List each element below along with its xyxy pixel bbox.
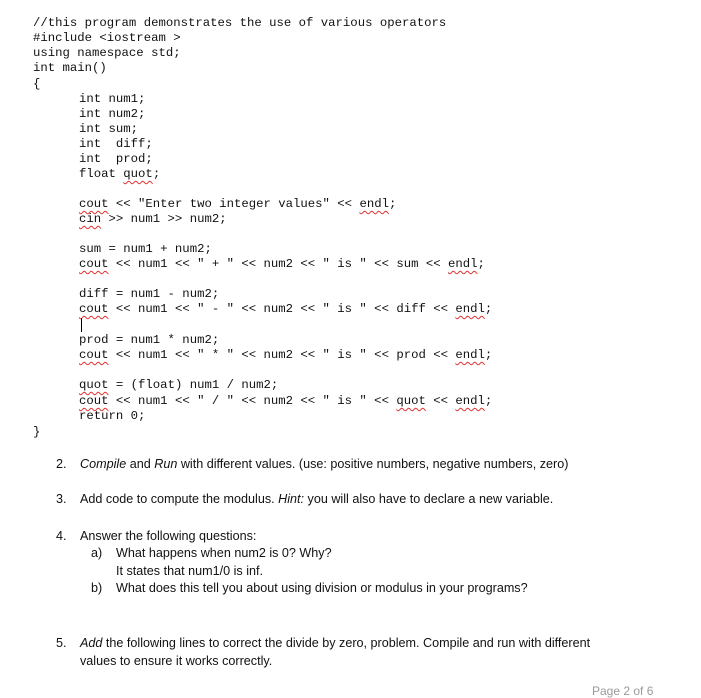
code-line: }	[33, 425, 41, 439]
page-number: Page 2 of 6	[592, 684, 654, 698]
question-text: What happens when num2 is 0? Why?	[116, 546, 332, 560]
code-line: cin >> num1 >> num2;	[79, 212, 227, 226]
sub-label: b)	[91, 581, 103, 595]
question-text: What does this tell you about using division or modulus in your programs?	[116, 581, 528, 595]
code-line: int diff;	[79, 137, 153, 151]
code-line: prod = num1 * num2;	[79, 333, 220, 347]
item-text: Run	[154, 457, 178, 471]
item-number: 4.	[56, 529, 67, 543]
code-line: cout << num1 << " + " << num2 << " is " << sum << endl;	[79, 257, 485, 271]
item-text: Compile	[80, 457, 127, 471]
item-text: Answer the following questions:	[80, 529, 257, 543]
code-line: int main()	[33, 61, 107, 75]
code-line: using namespace std;	[33, 46, 181, 60]
item-text: Add	[80, 636, 103, 650]
code-line: int num1;	[79, 92, 146, 106]
code-line: cout << num1 << " * " << num2 << " is " << prod << endl;	[79, 348, 493, 362]
code-line: {	[33, 77, 41, 91]
code-line: cout << num1 << " - " << num2 << " is " << diff << endl;	[79, 302, 493, 316]
code-line: sum = num1 + num2;	[79, 242, 212, 256]
code-line: cout << num1 << " / " << num2 << " is " << quot << endl;	[79, 394, 493, 408]
item-number: 5.	[56, 636, 67, 650]
code-line: cout << "Enter two integer values" << endl;	[79, 197, 397, 211]
item-text: and	[126, 457, 155, 471]
code-line: #include <iostream >	[33, 31, 181, 45]
code-line: int sum;	[79, 122, 139, 136]
answer-text: It states that num1/0 is inf.	[116, 564, 263, 578]
code-line: float quot;	[79, 167, 161, 181]
code-line: diff = num1 - num2;	[79, 287, 220, 301]
item-text: the following lines to correct the divide by zero, problem. Compile and run with different	[102, 636, 591, 650]
text-cursor	[81, 318, 82, 332]
code-line: //this program demonstrates the use of various operators	[33, 16, 447, 30]
code-line: int prod;	[79, 152, 153, 166]
item-number: 3.	[56, 492, 67, 506]
code-line: quot = (float) num1 / num2;	[79, 378, 279, 392]
item-text: Hint:	[278, 492, 305, 506]
item-text: Add code to compute the modulus.	[80, 492, 279, 506]
item-number: 2.	[56, 457, 67, 471]
item-text: values to ensure it works correctly.	[80, 654, 273, 668]
code-line: int num2;	[79, 107, 146, 121]
sub-label: a)	[91, 546, 103, 560]
code-line: return 0;	[79, 409, 146, 423]
item-text: with different values. (use: positive numbers, negative numbers, zero)	[177, 457, 569, 471]
item-text: you will also have to declare a new variable.	[304, 492, 554, 506]
